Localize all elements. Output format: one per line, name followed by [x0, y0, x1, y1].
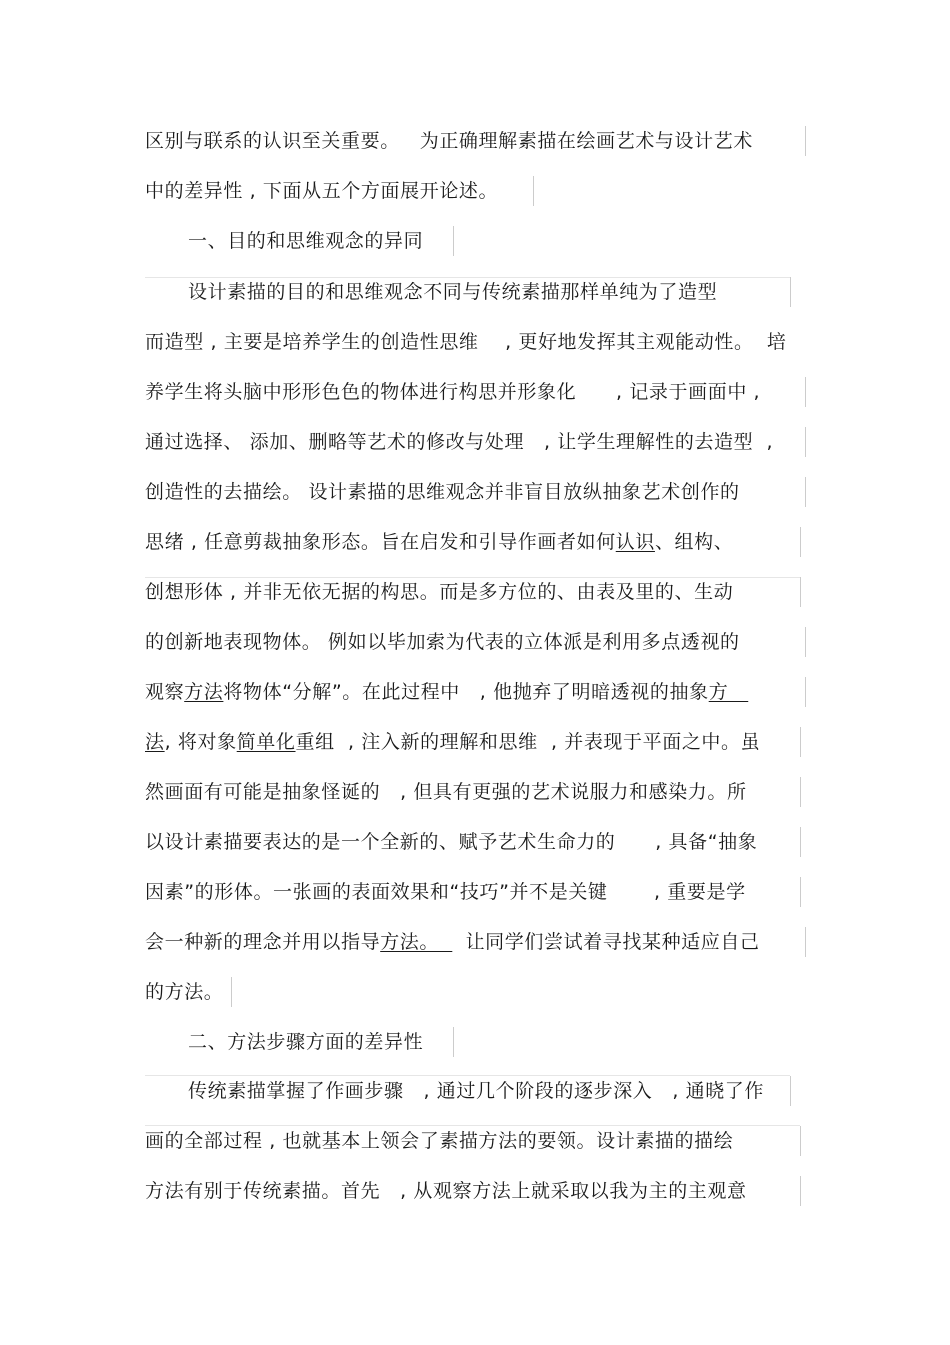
line-marker [800, 877, 801, 907]
text-line: 传统素描掌握了作画步骤 , 通过几个阶段的逐步深入 , 通晓了作 [188, 1080, 764, 1102]
line-marker [805, 427, 806, 457]
line-marker [790, 277, 791, 307]
text-line: 思绪 , 任意剪裁抽象形态。旨在启发和引导作画者如何认识、组构、 [145, 531, 734, 553]
text-line: 而造型 , 主要是培养学生的创造性思维 , 更好地发挥其主观能动性。 培 [145, 331, 787, 353]
text-line: 然画面有可能是抽象怪诞的 , 但具有更强的艺术说服力和感染力。所 [145, 781, 747, 803]
text-line: 以设计素描要表达的是一个全新的、赋予艺术生命力的 , 具备“抽象 [145, 831, 758, 853]
text-line: 因素”的形体。一张画的表面效果和“技巧”并不是关键 , 重要是学 [145, 881, 746, 903]
text-line: 中的差异性 , 下面从五个方面展开论述。 [145, 180, 499, 202]
text-line: 画的全部过程 , 也就基本上领会了素描方法的要领。设计素描的描绘 [145, 1130, 734, 1152]
text-line: 的方法。 [145, 981, 224, 1003]
text-line: 会一种新的理念并用以指导方法。 让同学们尝试着寻找某种适应自己 [145, 931, 760, 953]
line-marker [805, 126, 806, 156]
line-marker [800, 727, 801, 757]
line-marker [533, 176, 534, 206]
line-marker [790, 1076, 791, 1106]
line-marker [805, 377, 806, 407]
line-marker [800, 577, 801, 607]
text-line: 观察方法将物体“分解”。在此过程中 , 他抛弃了明暗透视的抽象方 [145, 681, 749, 703]
line-marker [453, 1027, 454, 1057]
underlined-term: 认识 [615, 531, 655, 553]
underlined-term: 方 [708, 681, 749, 703]
section-heading: 二、方法步骤方面的差异性 [188, 1031, 424, 1053]
text-line: 方法有别于传统素描。首先 , 从观察方法上就采取以我为主的主观意 [145, 1180, 747, 1202]
text-line: 设计素描的目的和思维观念不同与传统素描那样单纯为了造型 [188, 281, 718, 303]
text-line: 通过选择、 添加、删略等艺术的修改与处理 , 让学生理解性的去造型 , [145, 431, 774, 453]
line-marker [800, 827, 801, 857]
underlined-term: 方法。 [380, 931, 453, 953]
line-marker [800, 527, 801, 557]
line-marker [800, 1126, 801, 1156]
text-line: 区别与联系的认识至关重要。 为正确理解素描在绘画艺术与设计艺术 [145, 130, 753, 152]
line-marker [800, 777, 801, 807]
text-line: 法, 将对象简单化重组 , 注入新的理解和思维 , 并表现于平面之中。虽 [145, 731, 761, 753]
line-marker [805, 477, 806, 507]
line-marker [800, 1176, 801, 1206]
underlined-term: 简单化 [236, 731, 296, 753]
line-marker [805, 927, 806, 957]
text-line: 养学生将头脑中形形色色的物体进行构思并形象化 , 记录于画面中 , [145, 381, 761, 403]
line-marker [805, 627, 806, 657]
line-marker [453, 226, 454, 256]
text-line: 的创新地表现物体。 例如以毕加索为代表的立体派是利用多点透视的 [145, 631, 740, 653]
line-marker [805, 677, 806, 707]
text-line: 创造性的去描绘。 设计素描的思维观念并非盲目放纵抽象艺术创作的 [145, 481, 740, 503]
underlined-term: 法 [145, 731, 165, 753]
underlined-term: 方法 [184, 681, 224, 703]
line-marker [231, 977, 232, 1007]
text-line: 创想形体 , 并非无依无据的构思。而是多方位的、由表及里的、生动 [145, 581, 734, 603]
section-heading: 一、目的和思维观念的异同 [188, 230, 424, 252]
